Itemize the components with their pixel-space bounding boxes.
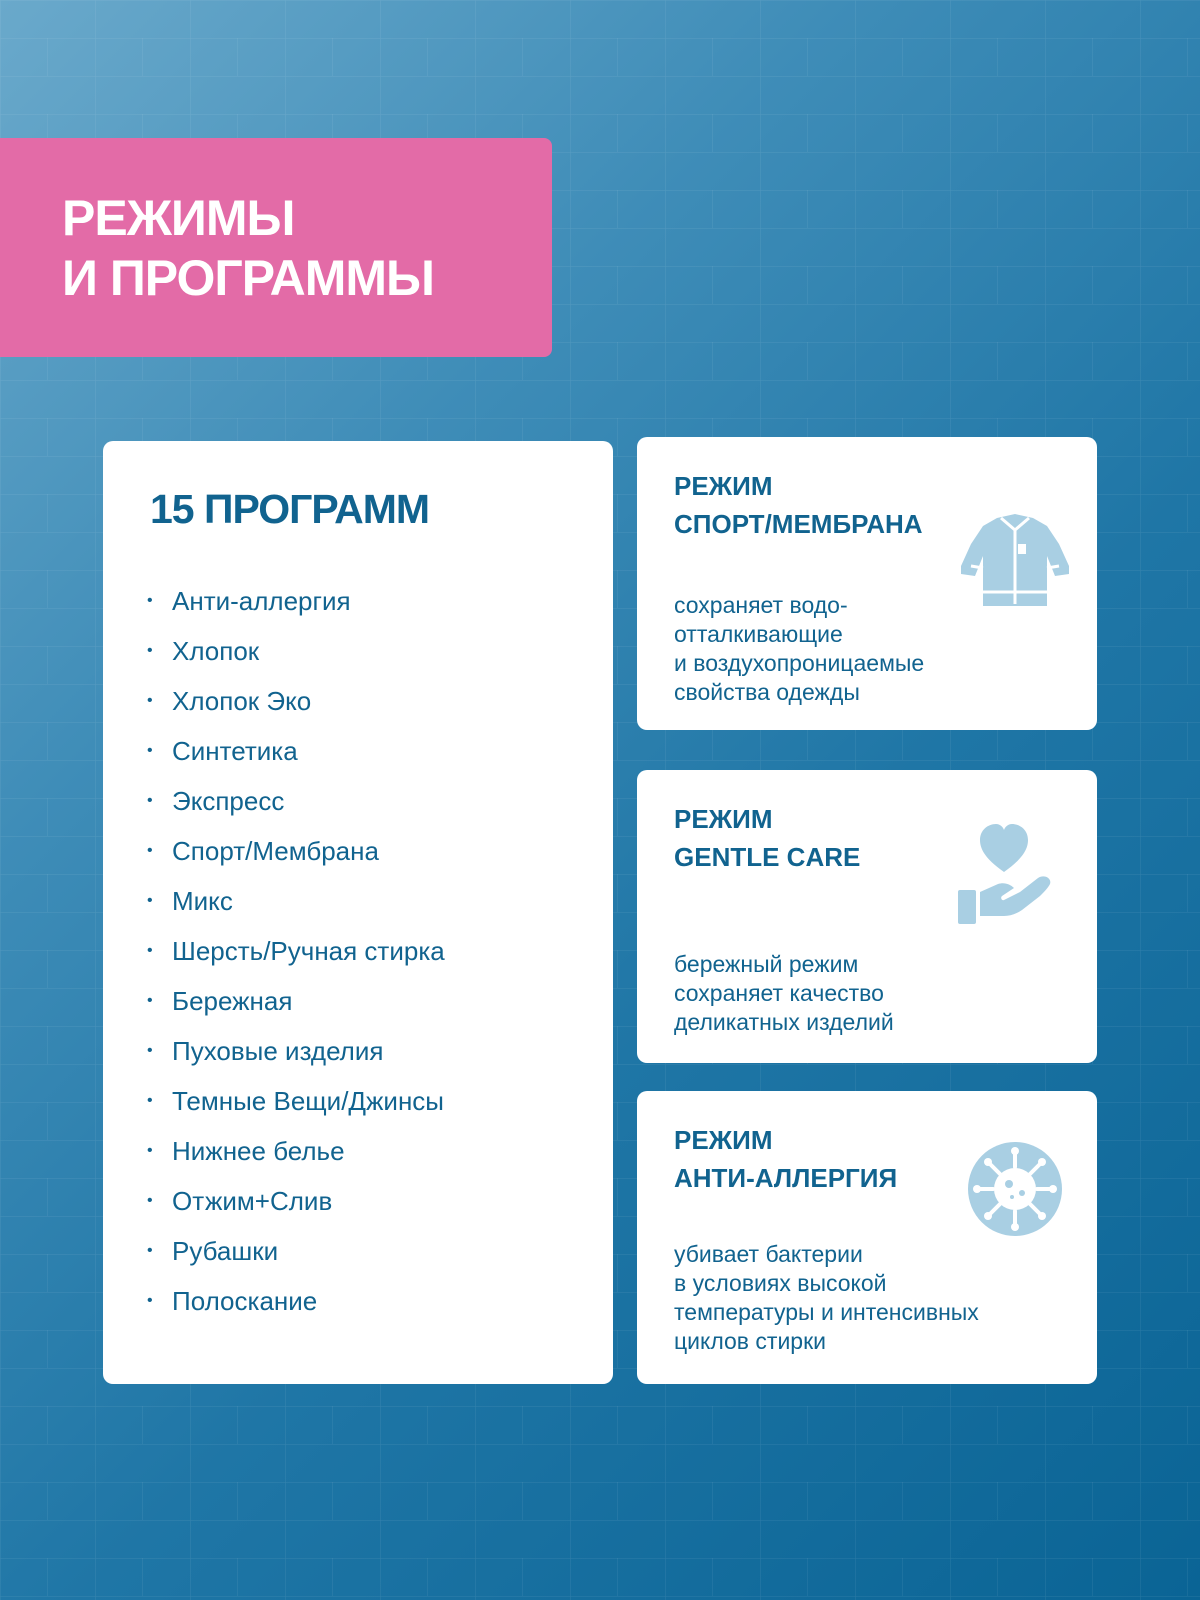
mode-description: [674, 591, 924, 707]
mode-title: [674, 800, 860, 876]
program-label: Анти-аллергия: [172, 586, 351, 616]
program-label: Хлопок: [172, 636, 260, 666]
mode-title-line-1: РЕЖИМ: [674, 804, 773, 834]
mode-description-line: и воздухопроницаемые: [674, 650, 925, 676]
programs-title: 15 ПРОГРАММ: [150, 486, 430, 532]
bullet-icon: •: [147, 1142, 153, 1159]
mode-description-line: температуры и интенсивных: [674, 1299, 979, 1325]
program-item: [147, 1136, 445, 1186]
mode-description-line: сохраняет качество: [674, 980, 884, 1006]
bullet-icon: •: [147, 842, 153, 859]
bullet-icon: •: [147, 1042, 153, 1059]
mode-card-anti-allergy: [637, 1091, 1097, 1384]
virus-icon: [967, 1141, 1063, 1237]
mode-description-line: отталкивающие: [674, 621, 843, 647]
bullet-icon: •: [147, 1242, 153, 1259]
program-label: Отжим+Слив: [172, 1186, 333, 1216]
hand-heart-icon: [954, 822, 1054, 926]
program-item: [147, 836, 445, 886]
mode-description-line: бережный режим: [674, 951, 859, 977]
mode-description-line: деликатных изделий: [674, 1009, 894, 1035]
program-label: Нижнее белье: [172, 1136, 345, 1166]
program-label: Синтетика: [172, 736, 298, 766]
mode-title-line-1: РЕЖИМ: [674, 471, 773, 501]
bullet-icon: •: [147, 892, 153, 909]
mode-title: [674, 467, 923, 543]
program-item: [147, 886, 445, 936]
mode-title: [674, 1121, 897, 1197]
mode-description-line: свойства одежды: [674, 679, 860, 705]
program-item: [147, 736, 445, 786]
program-item: [147, 936, 445, 986]
jacket-icon: [959, 510, 1071, 608]
mode-description: [674, 1240, 979, 1356]
program-label: Экспресс: [172, 786, 285, 816]
mode-description-line: сохраняет водо-: [674, 592, 848, 618]
mode-description: [674, 950, 894, 1037]
mode-description-line: убивает бактерии: [674, 1241, 863, 1267]
title-banner: [0, 138, 552, 357]
program-label: Шерсть/Ручная стирка: [172, 936, 445, 966]
mode-card-sport-membrane: [637, 437, 1097, 730]
program-list: [147, 586, 445, 1336]
mode-card-gentle-care: [637, 770, 1097, 1063]
program-item: [147, 786, 445, 836]
bullet-icon: •: [147, 992, 153, 1009]
program-item: [147, 636, 445, 686]
bullet-icon: •: [147, 742, 153, 759]
bullet-icon: •: [147, 592, 153, 609]
programs-card: [103, 441, 613, 1384]
page-title-line-1: РЕЖИМЫ: [62, 190, 295, 246]
bullet-icon: •: [147, 792, 153, 809]
program-label: Темные Вещи/Джинсы: [172, 1086, 444, 1116]
bullet-icon: •: [147, 642, 153, 659]
mode-title-line-1: РЕЖИМ: [674, 1125, 773, 1155]
program-item: [147, 986, 445, 1036]
program-item: [147, 1286, 445, 1336]
mode-title-line-2: GENTLE CARE: [674, 842, 861, 872]
program-item: [147, 1086, 445, 1136]
mode-title-line-2: СПОРТ/МЕМБРАНА: [674, 509, 923, 539]
program-item: [147, 1236, 445, 1286]
program-label: Бережная: [172, 986, 293, 1016]
program-label: Хлопок Эко: [172, 686, 312, 716]
bullet-icon: •: [147, 1292, 153, 1309]
program-item: [147, 586, 445, 636]
bullet-icon: •: [147, 1192, 153, 1209]
mode-description-line: циклов стирки: [674, 1328, 827, 1354]
program-item: [147, 1036, 445, 1086]
program-label: Рубашки: [172, 1236, 279, 1266]
bullet-icon: •: [147, 942, 153, 959]
program-item: [147, 686, 445, 736]
page-title: [62, 188, 434, 308]
page-title-line-2: И ПРОГРАММЫ: [62, 250, 435, 306]
program-label: Пуховые изделия: [172, 1036, 384, 1066]
bullet-icon: •: [147, 1092, 153, 1109]
mode-title-line-2: АНТИ-АЛЛЕРГИЯ: [674, 1163, 898, 1193]
program-label: Микс: [172, 886, 233, 916]
program-item: [147, 1186, 445, 1236]
program-label: Полоскание: [172, 1286, 318, 1316]
program-label: Спорт/Мембрана: [172, 836, 379, 866]
mode-description-line: в условиях высокой: [674, 1270, 887, 1296]
bullet-icon: •: [147, 692, 153, 709]
